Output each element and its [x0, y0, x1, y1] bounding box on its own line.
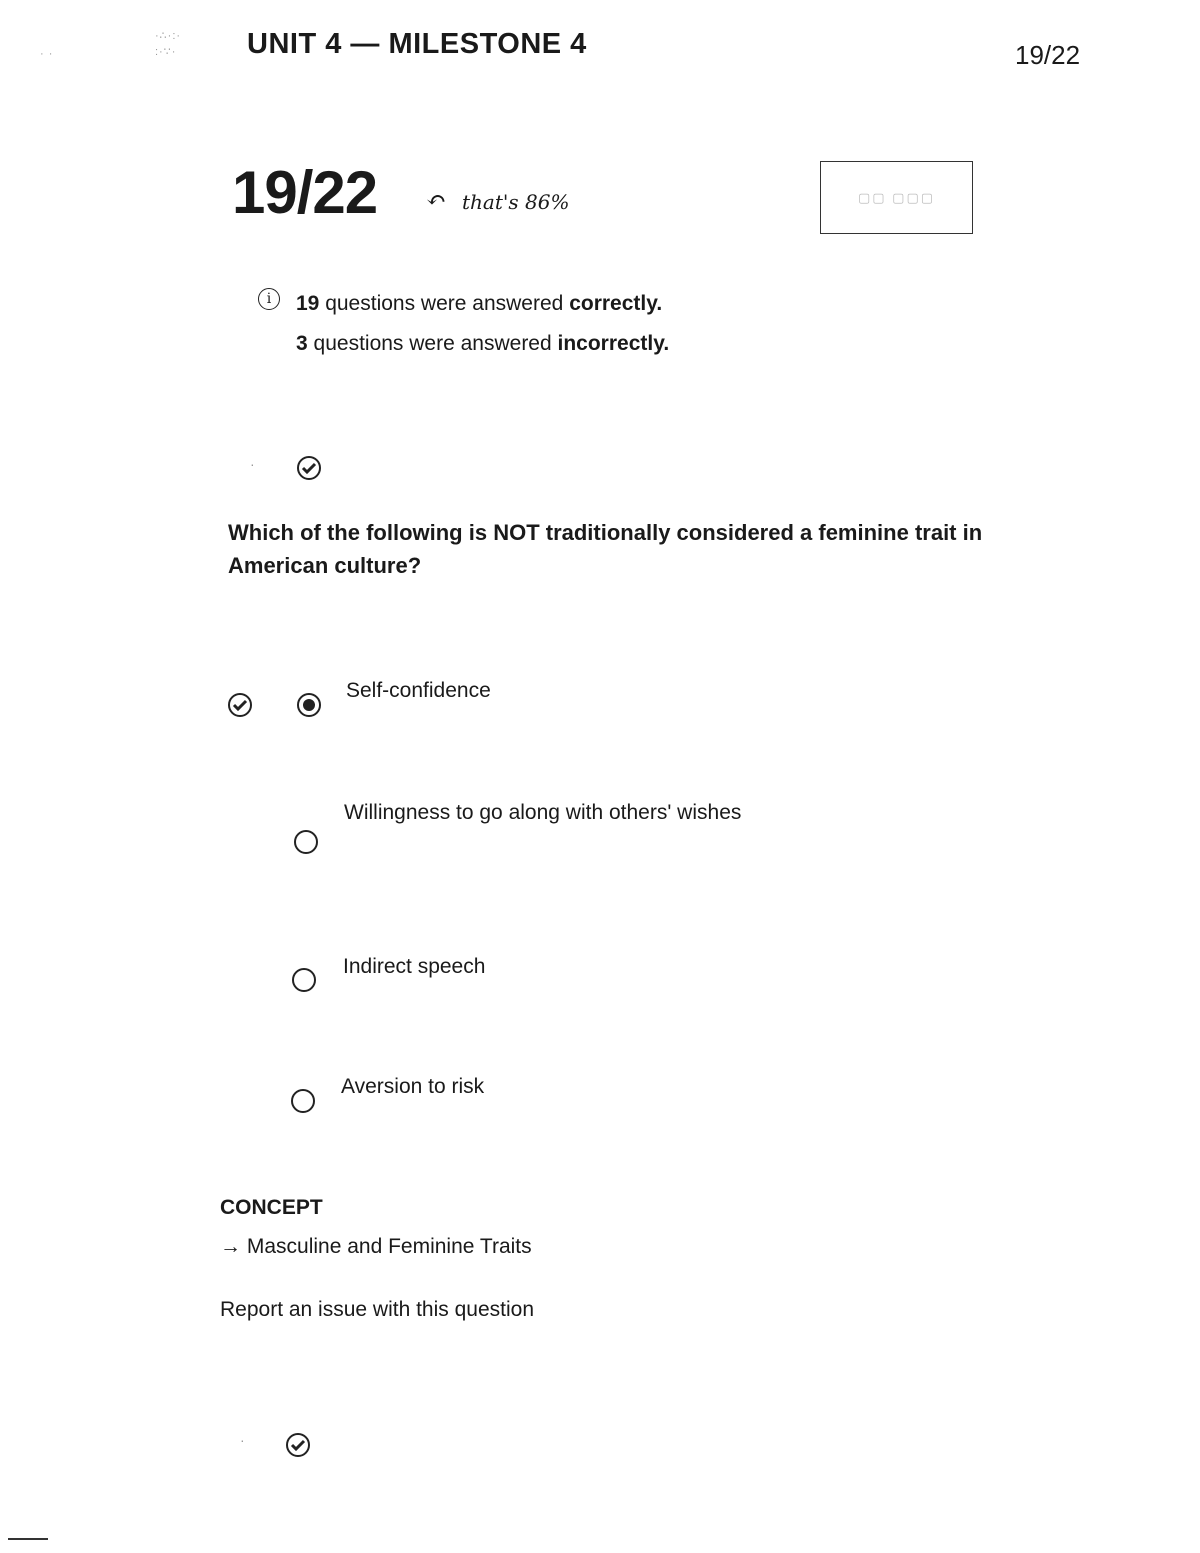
concept-link-label: Masculine and Feminine Traits	[246, 1235, 532, 1258]
arrow-icon: ↶	[426, 186, 447, 214]
concept-link[interactable]	[220, 1235, 532, 1259]
score-value: 19/22	[232, 159, 378, 226]
radio-selected-icon[interactable]	[296, 692, 322, 723]
summary-correct	[296, 292, 662, 316]
incorrect-text: questions were answered	[313, 332, 552, 355]
answer-label-4[interactable]: Aversion to risk	[341, 1075, 485, 1098]
page-title: UNIT 4 — MILESTONE 4	[247, 28, 587, 60]
correct-check-icon	[227, 692, 253, 723]
logo-mark-icon: ·∴·:· :·∵·	[155, 30, 182, 58]
incorrect-word: incorrectly.	[557, 332, 670, 355]
answer-label-1[interactable]: Self-confidence	[346, 679, 491, 702]
scan-speck: · ·	[40, 48, 54, 60]
radio-icon[interactable]	[292, 968, 316, 992]
correct-text: questions were answered	[325, 292, 564, 315]
correct-count: 19	[296, 292, 320, 315]
correct-badge-icon	[285, 1432, 311, 1463]
question-number-mark: ·	[250, 456, 255, 472]
answer-label-2[interactable]: Willingness to go along with others' wishes	[344, 801, 742, 824]
score-percent-note: that's 86%	[462, 190, 570, 214]
summary-incorrect	[296, 332, 669, 356]
correct-word: correctly.	[569, 292, 663, 315]
incorrect-count: 3	[296, 332, 308, 355]
retake-button[interactable]	[820, 161, 973, 234]
arrow-right-icon: →	[220, 1235, 241, 1258]
page-counter: 19/22	[1015, 40, 1081, 70]
report-issue-link[interactable]: Report an issue with this question	[220, 1298, 535, 1321]
divider	[8, 1538, 48, 1540]
retake-button-faint-label: ▢▢ ▢▢▢	[857, 189, 936, 205]
answer-label-3[interactable]: Indirect speech	[343, 955, 486, 978]
question-text: Which of the following is NOT traditionally considered a feminine trait in American culture?	[228, 520, 983, 578]
info-icon: i	[258, 288, 280, 310]
radio-icon[interactable]	[291, 1089, 315, 1113]
radio-icon[interactable]	[294, 830, 318, 854]
question-number-mark: ·	[240, 1432, 245, 1448]
correct-badge-icon	[296, 455, 322, 486]
concept-heading: CONCEPT	[220, 1196, 323, 1219]
